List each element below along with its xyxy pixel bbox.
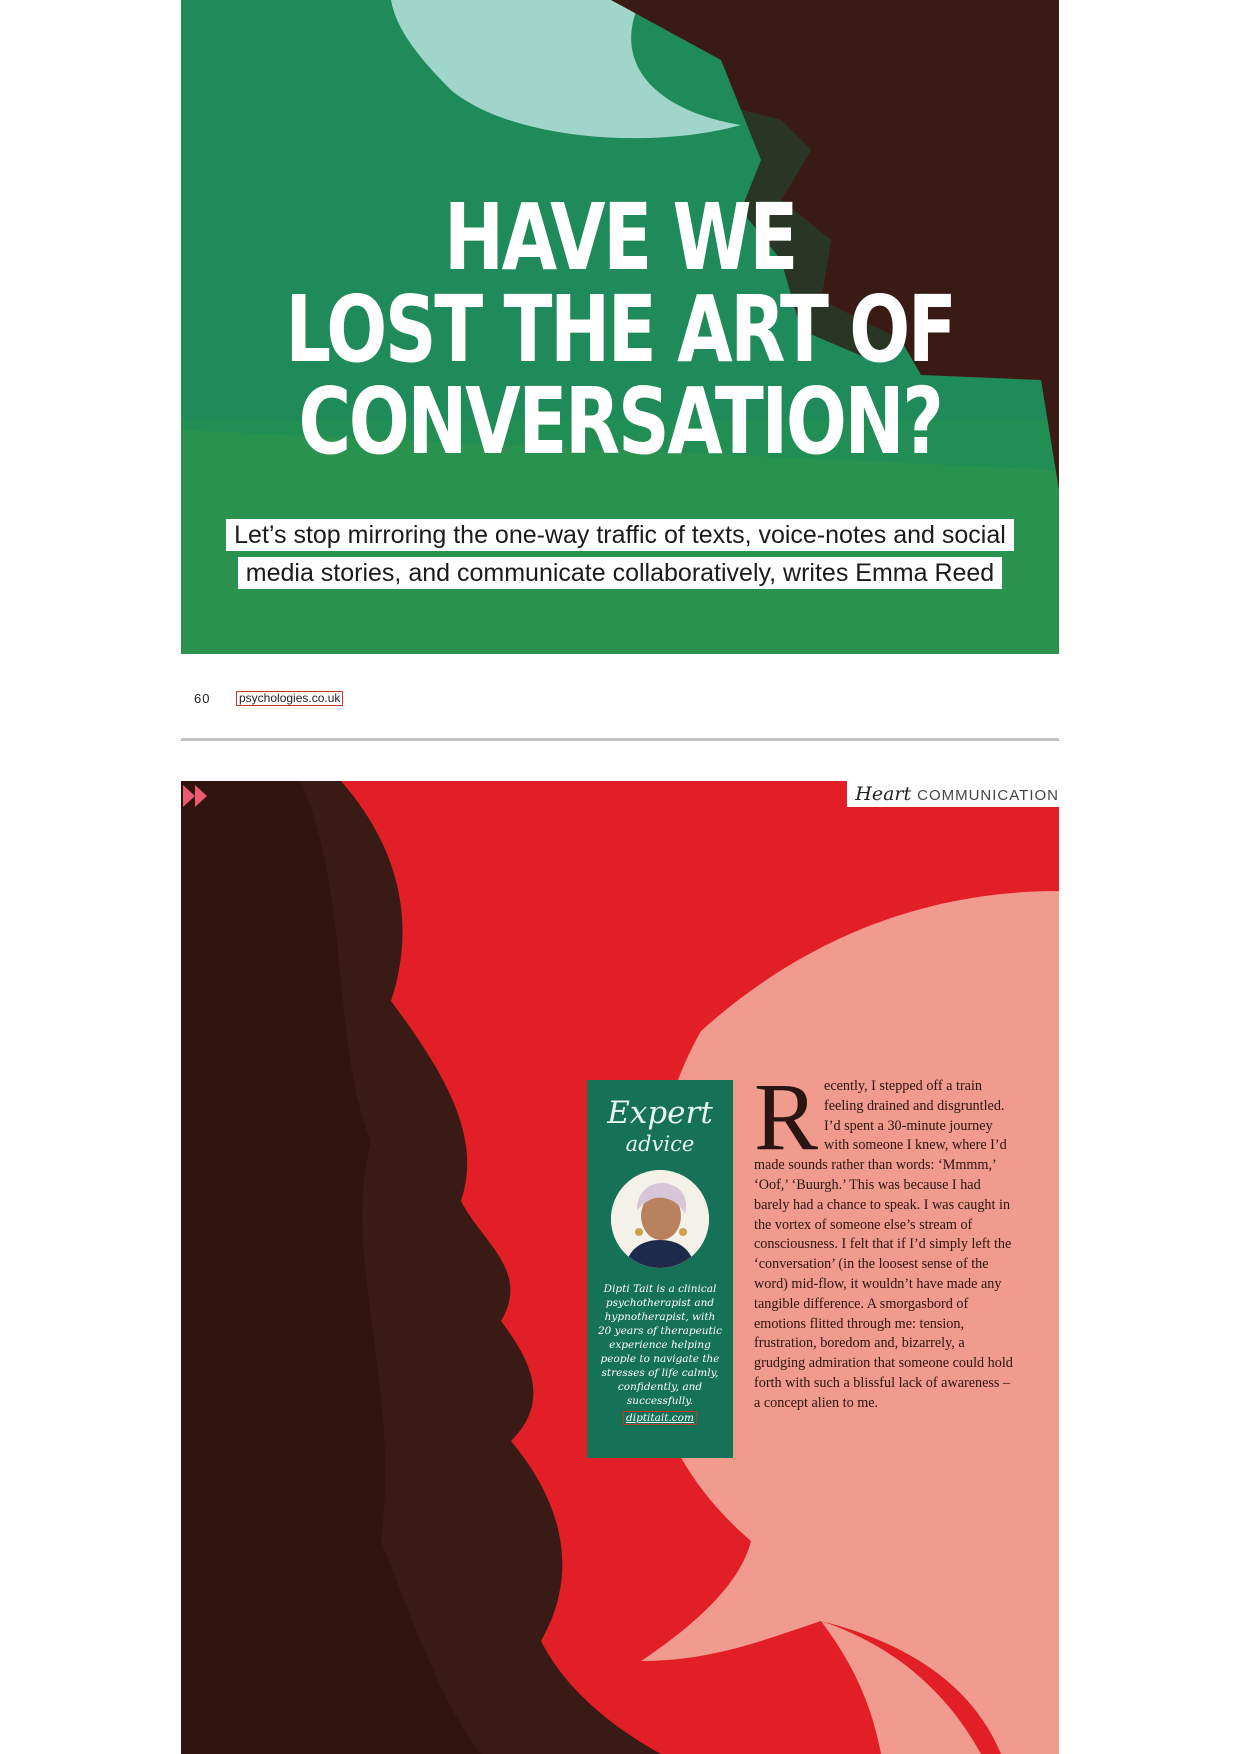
expert-subtitle: advice <box>625 1132 695 1156</box>
headline-line-3: CONVERSATION? <box>298 368 942 475</box>
avatar-photo <box>611 1170 709 1268</box>
section-header <box>847 781 1059 807</box>
page-divider <box>181 738 1059 741</box>
headline-line-1: HAVE WE <box>443 184 797 291</box>
article-body <box>754 1063 1016 1414</box>
section-label: COMMUNICATION <box>917 787 1059 804</box>
section-script: Heart <box>855 783 912 805</box>
expert-website-link[interactable]: diptitait.com <box>623 1411 697 1425</box>
article-text: ecently, I stepped off a train feeling drained and disgruntled. I’d spent a 30-minute journey with someone I knew, where I’d made sounds rather than words: ‘Mmmm,’ ‘Oof,’ ‘Buurgh.’ This was because I had barely had a chance to speak. I was caught in the vortex of someone else’s stream of consciousness. I felt that if I’d simply left the ‘conversation’ (in the loosest sense of the word) mid-flow, it wouldn’t have made any tangible difference. A smorgasbord of emotions flitted through me: tension, frustration, boredom and, bizarrely, a grudging admiration that someone could hold forth with such a blissful lack of awareness – a concept alien to me. <box>754 1078 1013 1411</box>
drop-cap: R <box>754 1063 819 1170</box>
expert-bio: Dipti Tait is a clinical psychotherapist and hypnotherapist, with 20 years of therapeutic experience helping people to navigate the stresses of life calmly, confidently, and successfully. <box>597 1283 723 1407</box>
page-number: 60 <box>194 691 211 706</box>
continue-arrow-icon <box>181 781 211 811</box>
headline <box>278 184 963 475</box>
standfirst <box>205 516 1035 592</box>
headline-line-2: LOST THE ART OF <box>285 276 955 383</box>
site-link[interactable]: psychologies.co.uk <box>236 691 343 706</box>
avatar <box>611 1170 709 1268</box>
article-opener-page <box>181 0 1059 654</box>
standfirst-text: Let’s stop mirroring the one-way traffic of texts, voice-notes and social media stories, and communicate collaboratively, writes Emma Reed <box>226 519 1014 589</box>
expert-title: Expert <box>607 1095 713 1131</box>
article-body-page <box>181 781 1059 1754</box>
expert-advice-box <box>587 1080 733 1458</box>
